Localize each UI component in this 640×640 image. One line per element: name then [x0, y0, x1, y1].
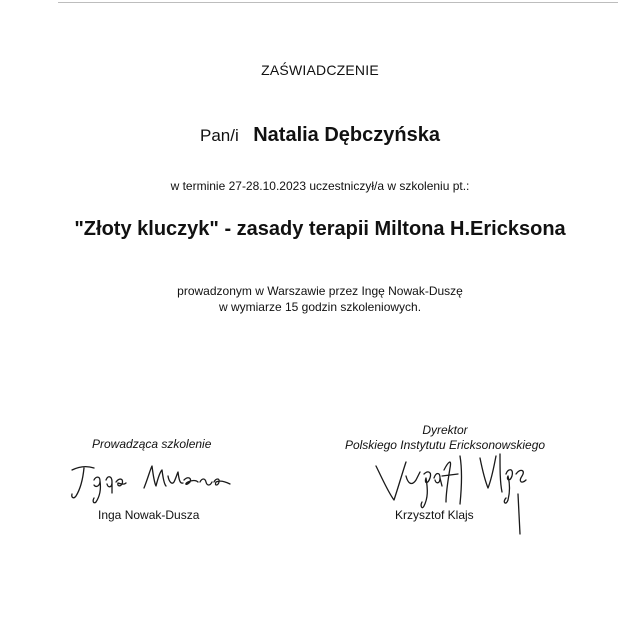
recipient-prefix: Pan/i [200, 126, 239, 145]
right-handwritten-signature [372, 448, 542, 543]
conducted-info [0, 283, 640, 315]
certificate-title: ZAŚWIADCZENIE [261, 62, 379, 78]
right-signer-name: Krzysztof Klajs [395, 508, 474, 522]
top-rule [58, 2, 618, 3]
right-role-line-2: Polskiego Instytutu Ericksonowskiego [344, 438, 546, 452]
recipient-name: Natalia Dębczyńska [253, 124, 440, 146]
right-role-line-1: Dyrektor [422, 423, 468, 437]
term-line: w terminie 27-28.10.2023 uczestniczył/a w szkoleniu pt.: [170, 179, 470, 193]
conducted-line-1: prowadzonym w Warszawie przez Ingę Nowak-Duszę [177, 284, 463, 298]
left-signer-role: Prowadząca szkolenie [92, 437, 212, 451]
left-signer-name: Inga Nowak-Dusza [98, 508, 200, 522]
recipient-line [0, 124, 640, 147]
course-title: "Złoty kluczyk" - zasady terapii Miltona H.Ericksona [74, 218, 566, 240]
conducted-line-2: w wymiarze 15 godzin szkoleniowych. [218, 300, 422, 314]
left-handwritten-signature [66, 458, 246, 508]
